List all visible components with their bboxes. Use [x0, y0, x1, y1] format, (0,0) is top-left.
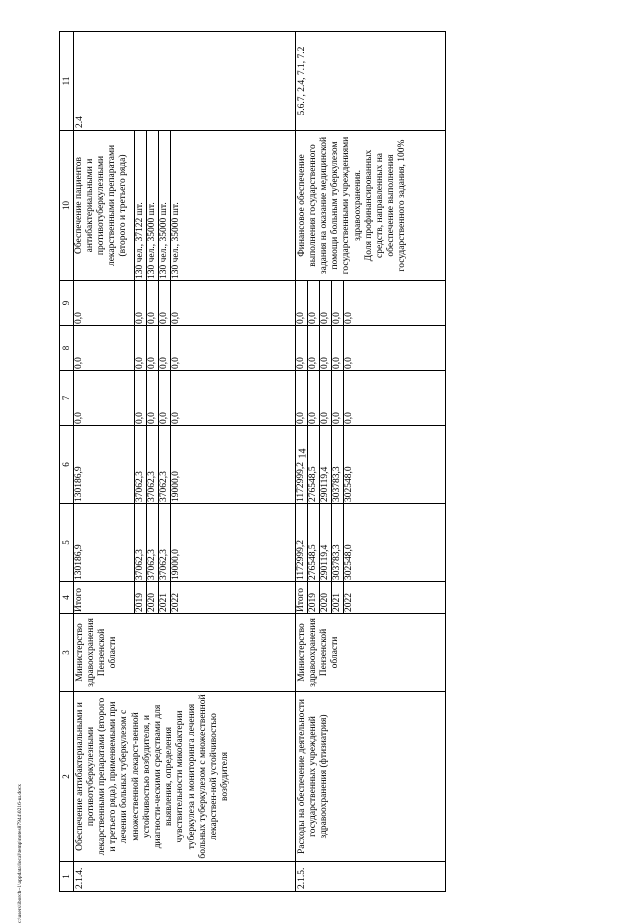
value: 0,0: [159, 281, 171, 325]
year: 2021: [332, 582, 344, 613]
value: 0,0: [159, 326, 171, 370]
year: 2022: [344, 593, 355, 612]
value: 0,0: [147, 281, 159, 325]
row-id: 2.1.4.: [73, 862, 295, 892]
year: 2020: [320, 582, 332, 613]
value: 0,0: [344, 412, 355, 424]
value: 0,0: [135, 326, 147, 370]
table-row: [73, 32, 295, 892]
value: 0,0: [332, 326, 344, 370]
value: 0,0: [135, 371, 147, 425]
col6-cell: [73, 426, 295, 504]
value: 302548,0: [344, 544, 355, 580]
value: 19000,0: [171, 471, 182, 502]
value: 0,0: [320, 371, 332, 425]
year: 2020: [147, 582, 159, 613]
indicator-text: Финансовое обеспечение выполнения государственного задания на оказание медицинской помощи больным туберкулезом государственными учреждениями здравоохранения. Доля профинансированных средств, направленных на обеспечение выполнения государственного задания, 100%: [295, 131, 445, 281]
value: 0,0: [147, 326, 159, 370]
value: 0,0: [74, 281, 135, 325]
row-col11: 2.4: [73, 32, 295, 131]
value: 0,0: [74, 371, 135, 425]
value: 1172999,2: [296, 504, 308, 581]
table-row: [295, 32, 445, 892]
col9-cell: [73, 281, 295, 326]
value: 19000,0: [171, 549, 182, 580]
value: 0,0: [171, 357, 182, 369]
rotated-table-container: [59, 32, 581, 892]
value: 0,0: [159, 371, 171, 425]
header-cell: 7: [60, 371, 74, 426]
header-cell: 5: [60, 504, 74, 582]
value: 0,0: [296, 371, 308, 425]
value: 1172999,2: [296, 426, 308, 503]
program-table: [59, 31, 446, 892]
page-number: 14: [297, 448, 309, 459]
col5-cell: [295, 504, 445, 582]
header-cell: 11: [60, 32, 74, 131]
value: 0,0: [332, 281, 344, 325]
row-col11: 5.6.7, 2.4, 7.1, 7.2: [295, 32, 445, 131]
header-row: [60, 32, 74, 892]
col8-cell: [295, 326, 445, 371]
col6-cell: [295, 426, 445, 504]
value: 0,0: [308, 371, 320, 425]
year: 2019: [308, 582, 320, 613]
value: 37062,3: [159, 504, 171, 581]
year-total: Итого: [74, 582, 135, 613]
value: 0,0: [320, 326, 332, 370]
indicator-value: 130 чел., 35000 шт.: [171, 202, 182, 279]
value: 0,0: [308, 326, 320, 370]
years-cell: [73, 582, 295, 614]
header-cell: 9: [60, 281, 74, 326]
indicator-title: Обеспечение пациентов антибактериальными и противотуберкулезными лекарственными препаратами (второго и третьего ряда): [74, 131, 135, 280]
col9-cell: [295, 281, 445, 326]
value: 37062,3: [147, 426, 159, 503]
row-id: 2.1.5.: [295, 862, 445, 892]
indicator-value: 130 чел., 35000 шт.: [159, 131, 171, 280]
value: 0,0: [332, 371, 344, 425]
year: 2021: [159, 582, 171, 613]
value: 0,0: [135, 281, 147, 325]
col7-cell: [73, 371, 295, 426]
header-cell: 3: [60, 614, 74, 692]
value: 0,0: [147, 371, 159, 425]
year: 2019: [135, 582, 147, 613]
value: 0,0: [320, 281, 332, 325]
value: 0,0: [308, 281, 320, 325]
value: 0,0: [344, 357, 355, 369]
header-cell: 2: [60, 692, 74, 862]
value: 276548,5: [308, 504, 320, 581]
years-cell: [295, 582, 445, 614]
value: 130186,9: [74, 426, 135, 503]
col5-cell: [73, 504, 295, 582]
row-executor: Министерство здравоохранения Пензенской области: [295, 614, 445, 692]
value: 37062,3: [147, 504, 159, 581]
value: 37062,3: [159, 426, 171, 503]
col7-cell: [295, 371, 445, 426]
indicator-value: 130 чел., 35000 шт.: [147, 131, 159, 280]
value: 37062,3: [135, 426, 147, 503]
row-executor: Министерство здравоохранения Пензенской области: [73, 614, 295, 692]
value: 0,0: [74, 326, 135, 370]
value: 0,0: [344, 312, 355, 324]
col8-cell: [73, 326, 295, 371]
header-cell: 4: [60, 582, 74, 614]
value: 303783,3: [332, 504, 344, 581]
header-cell: 6: [60, 426, 74, 504]
value: 0,0: [171, 312, 182, 324]
value: 290119,4: [320, 504, 332, 581]
value: 130186,9: [74, 504, 135, 581]
value: 302548,0: [344, 466, 355, 502]
header-cell: 10: [60, 131, 74, 281]
value: 0,0: [296, 326, 308, 370]
footer-file-path: c:\users\iborch~1\appdata\local\temp\notes87944\0216-ш.docx: [17, 783, 23, 923]
header-cell: 1: [60, 862, 74, 892]
indicator-cell: [73, 131, 295, 281]
row-name: Обеспечение антибактериальными и противотуберкулезными лекарственными препаратами (второго и третьего ряда), применяемыми при лечении больных туберкулезом с множественной лекарст-венной устойчивостью возбудителя, и диагности-ческими средствами для выявления, определения чувствительности микобактерии туберкулеза и мониторинга лечения больных туберкулезом с множественной лекарствен-ной устойчивостью возбудителя: [73, 692, 295, 862]
value: 0,0: [171, 412, 182, 424]
indicator-value: 130 чел., 37122 шт.: [135, 131, 147, 280]
value: 276548,5: [308, 426, 320, 503]
value: 0,0: [296, 281, 308, 325]
header-cell: 8: [60, 326, 74, 371]
row-name: Расходы на обеспечение деятельности государственных учреждений здравоохранения (фтизиатрия): [295, 692, 445, 862]
value: 290119,4: [320, 426, 332, 503]
value: 37062,3: [135, 504, 147, 581]
year-total: Итого: [296, 582, 308, 613]
value: 303783,3: [332, 426, 344, 503]
year: 2022: [171, 593, 182, 612]
